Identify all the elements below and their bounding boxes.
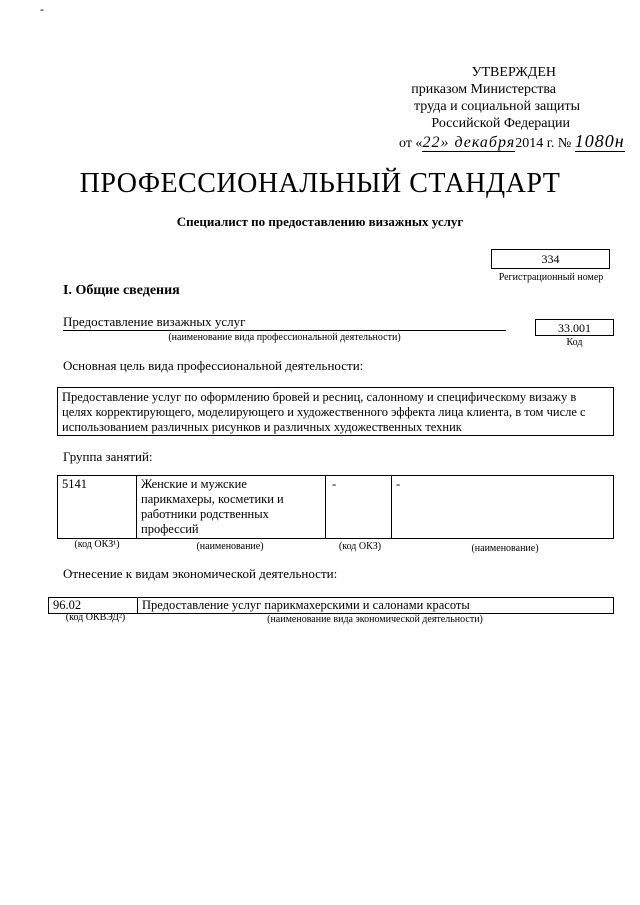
approval-date-line [399, 131, 625, 152]
economic-code-caption: (код ОКВЭД²) [65, 612, 126, 623]
economic-name: Предоставление услуг парикмахерскими и салонами красоты [142, 598, 470, 612]
purpose-box [57, 387, 614, 436]
occupation-code-2: - [332, 477, 337, 491]
corner-mark: - [40, 2, 44, 16]
approval-line-4: Российской Федерации [431, 116, 570, 131]
economic-name-cell [138, 598, 614, 614]
occupation-name: Женские и мужские парикмахеры, косметики и работники родственных профессий [141, 477, 284, 536]
activity-name-caption: (наименование вида профессиональной деятельности) [168, 332, 401, 343]
occupation-code-caption: (код ОКЗ¹) [74, 539, 120, 550]
table-row [58, 476, 614, 539]
registration-caption: Регистрационный номер [498, 272, 604, 283]
occupations-label: Группа занятий: [63, 449, 153, 464]
occupation-code-2-caption: (код ОКЗ) [338, 541, 382, 552]
occupation-name-cell [137, 476, 326, 539]
occupation-name-2-caption: (наименование) [471, 543, 539, 554]
section-heading: I. Общие сведения [63, 283, 180, 298]
registration-number-box [491, 249, 610, 269]
occupation-name-caption: (наименование) [196, 541, 264, 552]
activity-code-caption: Код [566, 337, 583, 348]
approval-line-2: приказом Министерства [411, 82, 556, 97]
activity-name-text: Предоставление визажных услуг [63, 314, 246, 329]
activity-code-box [535, 319, 614, 336]
handwritten-date: 22» декабря [422, 134, 516, 151]
approval-line-3: труда и социальной защиты [414, 99, 580, 114]
activity-code: 33.001 [558, 321, 591, 335]
occupations-table [57, 475, 614, 539]
page-subtitle: Специалист по предоставлению визажных услуг [176, 214, 464, 229]
occupation-name-2: - [396, 477, 401, 491]
occupation-code-2-cell [326, 476, 392, 539]
handwritten-order-number: 1080н [574, 131, 625, 151]
page-title: ПРОФЕССИОНАЛЬНЫЙ СТАНДАРТ [79, 168, 561, 199]
date-year: 2014 г. № [515, 136, 572, 151]
activity-name [63, 314, 506, 331]
approval-line-1: УТВЕРЖДЕН [471, 65, 556, 80]
date-prefix: от « [399, 136, 423, 151]
economic-label: Отнесение к видам экономической деятельности: [63, 566, 338, 581]
registration-number: 334 [541, 252, 560, 266]
occupation-code-cell [58, 476, 137, 539]
approval-block [310, 64, 580, 132]
purpose-text: Предоставление услуг по оформлению бровей и ресниц, салонному и специфическому визажу в целях корректирующего, моделирующего и художественного эффекта лица клиента, в том числе с использованием различных рисунков и различных художественных техник [62, 390, 586, 434]
occupation-code: 5141 [62, 477, 87, 491]
economic-name-caption: (наименование вида экономической деятельности) [267, 614, 483, 625]
occupation-name-2-cell [392, 476, 614, 539]
purpose-label: Основная цель вида профессиональной деятельности: [63, 358, 364, 373]
economic-code: 96.02 [53, 598, 82, 612]
